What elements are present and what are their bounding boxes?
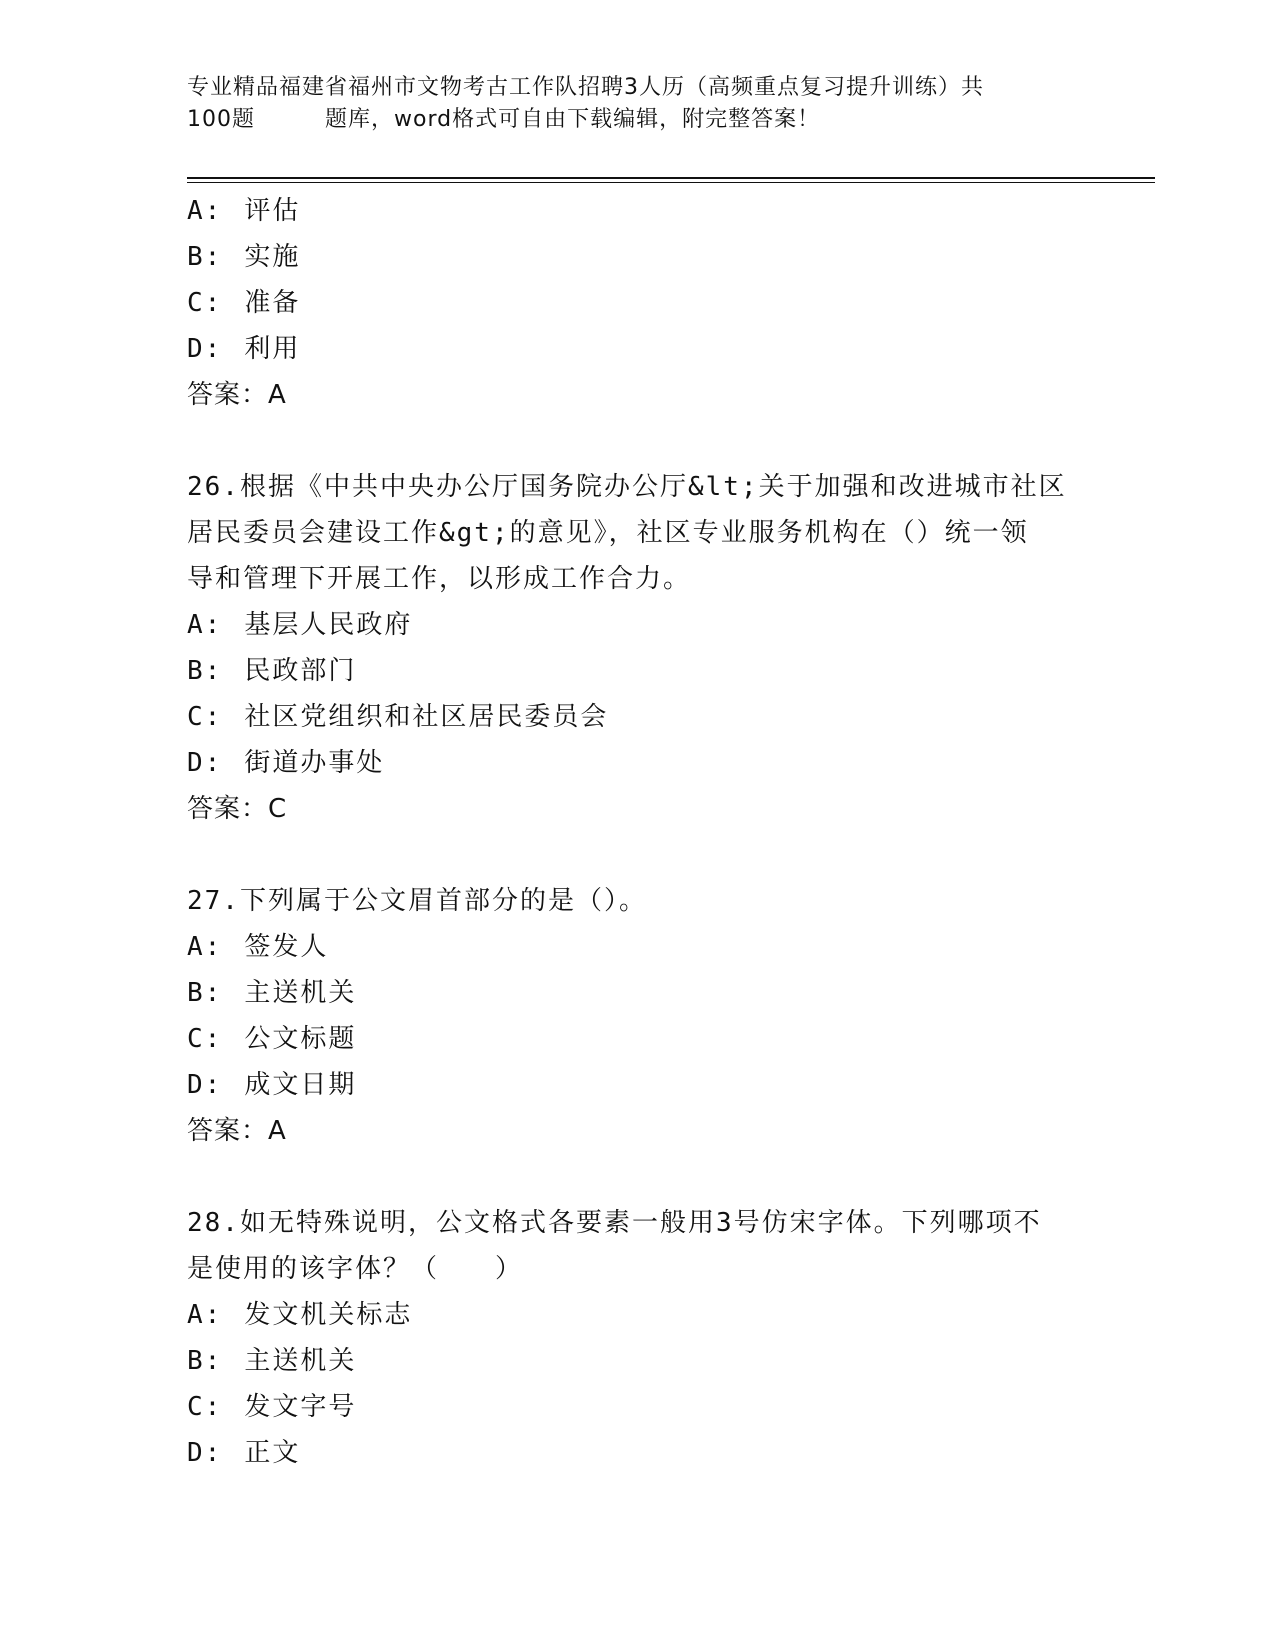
- header-rule-thick: [187, 177, 1155, 179]
- option-b: B: 主送机关: [187, 1346, 357, 1376]
- option-a: A: 发文机关标志: [187, 1300, 413, 1330]
- option-d: D: 利用: [187, 334, 301, 364]
- option-b: B: 民政部门: [187, 656, 357, 686]
- page-header: [187, 72, 1087, 136]
- question-text-line: 27.下列属于公文眉首部分的是（）。: [187, 886, 647, 916]
- option-c: C: 准备: [187, 288, 301, 318]
- question-text-line: 26.根据《中共中央办公厅国务院办公厅&lt;关于加强和改进城市社区: [187, 472, 1067, 502]
- question-block-25: [187, 188, 1087, 418]
- option-a: A: 评估: [187, 196, 301, 226]
- answer-line: 答案：A: [187, 380, 287, 410]
- question-text-line: 28.如无特殊说明，公文格式各要素一般用3号仿宋字体。下列哪项不: [187, 1208, 1042, 1238]
- header-line-2: [187, 104, 1087, 136]
- question-text-line: 居民委员会建设工作&gt;的意见》，社区专业服务机构在（）统一领: [187, 518, 1029, 548]
- answer-line: 答案：C: [187, 794, 288, 824]
- option-c: C: 公文标题: [187, 1024, 357, 1054]
- header-description: 题库，word格式可自由下载编辑，附完整答案！: [325, 107, 821, 132]
- option-b: B: 实施: [187, 242, 301, 272]
- question-text-line: 导和管理下开展工作，以形成工作合力。: [187, 564, 692, 594]
- option-b: B: 主送机关: [187, 978, 357, 1008]
- option-a: A: 基层人民政府: [187, 610, 413, 640]
- question-text-line: 是使用的该字体？（ ）: [187, 1254, 524, 1284]
- question-content: [187, 188, 1087, 1476]
- answer-line: 答案：A: [187, 1116, 287, 1146]
- question-block-28: [187, 1200, 1087, 1476]
- option-a: A: 签发人: [187, 932, 329, 962]
- option-d: D: 街道办事处: [187, 748, 385, 778]
- option-c: C: 发文字号: [187, 1392, 357, 1422]
- question-block-26: [187, 464, 1087, 832]
- header-rule-thin: [187, 182, 1155, 183]
- option-d: D: 成文日期: [187, 1070, 357, 1100]
- header-line-1: 专业精品福建省福州市文物考古工作队招聘3人历（高频重点复习提升训练）共: [187, 75, 984, 100]
- option-d: D: 正文: [187, 1438, 301, 1468]
- header-count: 100题: [187, 107, 255, 132]
- option-c: C: 社区党组织和社区居民委员会: [187, 702, 609, 732]
- question-block-27: [187, 878, 1087, 1154]
